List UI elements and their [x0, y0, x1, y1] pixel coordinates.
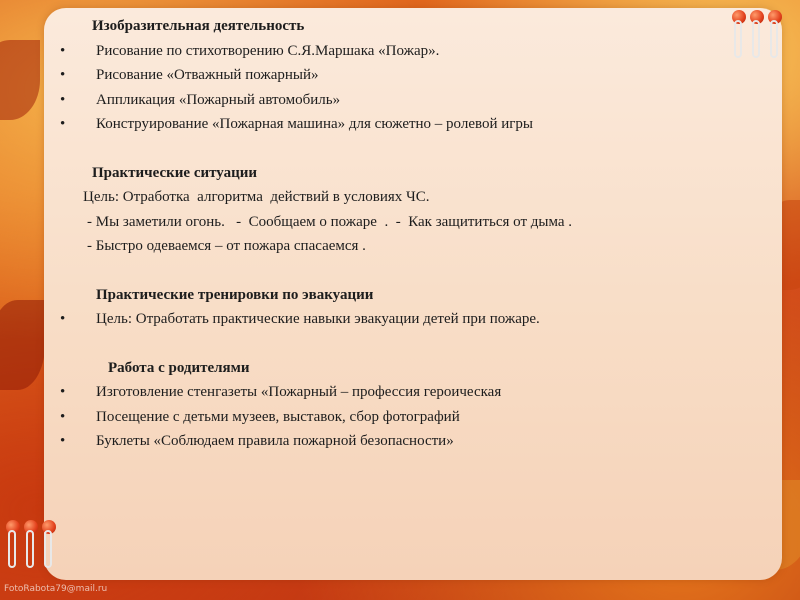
list-item: [58, 112, 708, 137]
list-item: [58, 405, 708, 430]
list-item-text: Рисование «Отважный пожарный»: [96, 67, 319, 83]
practical-line-1: - Мы заметили огонь. - Сообщаем о пожаре . - Как защититься от дыма .: [87, 213, 573, 230]
bullet-icon: •: [60, 311, 66, 327]
paperclip-icon: [6, 520, 20, 570]
practical-heading: Практические ситуации: [92, 164, 258, 181]
bullet-icon: •: [60, 42, 66, 59]
bullet-icon: •: [60, 116, 66, 132]
list-item-text: Аппликация «Пожарный автомобиль»: [96, 91, 341, 108]
list-item-text: Конструирование «Пожарная машина» для сюжетно – ролевой игры: [96, 116, 534, 132]
list-item: [58, 380, 708, 405]
paperclip-icon: [42, 520, 56, 570]
bullet-icon: •: [60, 408, 66, 425]
list-item-text: Буклеты «Соблюдаем правила пожарной безопасности»: [96, 433, 454, 449]
parents-heading: Работа с родителями: [108, 359, 250, 376]
art-heading: Изобразительная деятельность: [92, 18, 305, 34]
bullet-icon: •: [60, 67, 66, 83]
list-item: [58, 429, 708, 454]
bullet-icon: •: [60, 433, 66, 449]
practical-line-2: - Быстро одеваемся – от пожара спасаемся .: [87, 238, 366, 254]
paperclip-icon: [24, 520, 38, 570]
list-item-text: Цель: Отработать практические навыки эвакуации детей при пожаре.: [96, 311, 540, 327]
paperclips-top-right: [732, 10, 782, 60]
slide-content: [58, 14, 708, 454]
list-item: [58, 63, 708, 88]
paperclip-icon: [750, 10, 764, 60]
list-item: [58, 88, 708, 113]
paperclip-icon: [768, 10, 782, 60]
practical-goal: Цель: Отработка алгоритма действий в условиях ЧС.: [83, 189, 430, 205]
background-leaf: [0, 40, 40, 120]
paperclip-icon: [732, 10, 746, 60]
bullet-icon: •: [60, 384, 66, 400]
list-item: [58, 39, 708, 64]
list-item-text: Рисование по стихотворению С.Я.Маршака «Пожар».: [96, 42, 440, 59]
list-item: [58, 307, 708, 332]
list-item-text: Посещение с детьми музеев, выставок, сбор фотографий: [96, 408, 460, 425]
watermark-text: FotoRabota79@mail.ru: [4, 584, 108, 594]
paperclips-bottom-left: [6, 520, 56, 570]
evacuation-heading: Практические тренировки по эвакуации: [96, 286, 374, 303]
background-leaf: [0, 300, 45, 390]
bullet-icon: •: [60, 91, 66, 108]
list-item-text: Изготовление стенгазеты «Пожарный – профессия героическая: [96, 384, 502, 400]
